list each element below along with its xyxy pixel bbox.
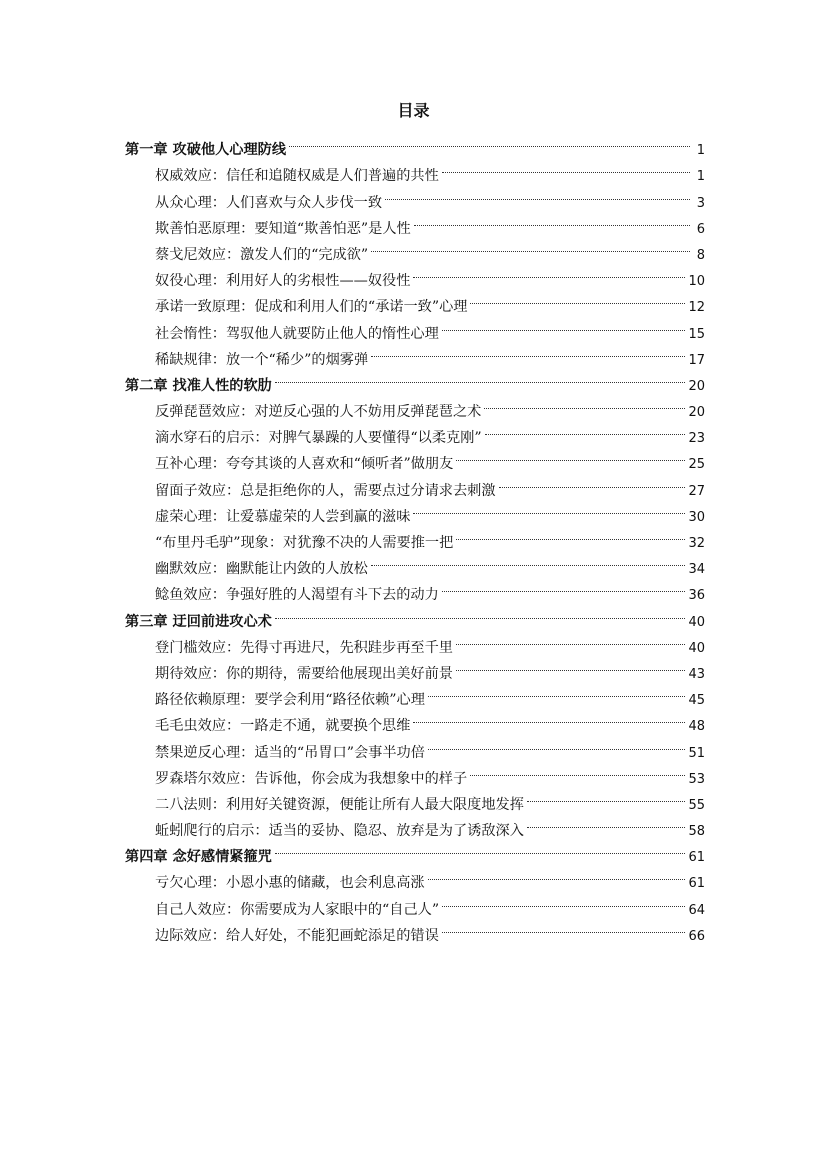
toc-entry-label: 蔡戈尼效应：激发人们的“完成欲” bbox=[155, 246, 369, 263]
dot-leader bbox=[527, 809, 686, 835]
dot-leader bbox=[275, 599, 686, 625]
toc-entry-label: 留面子效应：总是拒绝你的人，需要点过分请求去刺激 bbox=[155, 482, 496, 499]
dot-leader bbox=[456, 442, 685, 468]
toc-page-number: 8 bbox=[696, 247, 705, 263]
toc-entry-label: 承诺一致原理：促成和利用人们的“承诺一致”心理 bbox=[155, 299, 468, 316]
toc-page-number: 36 bbox=[688, 588, 705, 604]
toc-page-number: 25 bbox=[688, 457, 705, 473]
toc-entry-label: 滴水穿石的启示：对脾气暴躁的人要懂得“以柔克刚” bbox=[155, 430, 482, 447]
dot-leader bbox=[456, 521, 685, 547]
dot-leader bbox=[484, 390, 685, 416]
toc-entry-label: 幽默效应：幽默能让内敛的人放松 bbox=[155, 561, 368, 578]
toc-page-number: 58 bbox=[688, 824, 705, 840]
toc-page-number: 1 bbox=[696, 169, 705, 185]
toc-page-number: 12 bbox=[688, 300, 705, 316]
dot-leader bbox=[275, 835, 686, 861]
dot-leader bbox=[371, 233, 690, 259]
toc-entry-label: 蚯蚓爬行的启示：适当的妥协、隐忍、放弃是为了诱敌深入 bbox=[155, 823, 524, 840]
dot-leader bbox=[413, 259, 685, 285]
toc-page-number: 40 bbox=[688, 614, 705, 630]
toc-page-number: 43 bbox=[688, 666, 705, 682]
toc-page-number: 55 bbox=[688, 797, 705, 813]
toc-entry-label: 边际效应：给人好处，不能犯画蛇添足的错误 bbox=[155, 927, 439, 944]
toc-entry-label: 二八法则：利用好关键资源，便能让所有人最大限度地发挥 bbox=[155, 796, 524, 813]
toc-page-number: 27 bbox=[688, 483, 705, 499]
toc-page-number: 20 bbox=[688, 378, 705, 394]
dot-leader bbox=[414, 207, 690, 233]
toc-page-number: 17 bbox=[688, 352, 705, 368]
dot-leader bbox=[456, 626, 686, 652]
dot-leader bbox=[428, 730, 686, 756]
toc-entry-label: 稀缺规律：放一个“稀少”的烟雾弹 bbox=[155, 351, 369, 368]
toc-entry-label: 欺善怕恶原理：要知道“欺善怕恶”是人性 bbox=[155, 220, 411, 237]
dot-leader bbox=[371, 338, 685, 364]
toc-entry-label: 登门槛效应：先得寸再进尺，先积跬步再至千里 bbox=[155, 639, 453, 656]
toc-page-number: 45 bbox=[688, 693, 705, 709]
toc-entry-label: 期待效应：你的期待，需要给他展现出美好前景 bbox=[155, 665, 453, 682]
toc-page-number: 61 bbox=[688, 876, 705, 892]
toc-entry-label: 从众心理：人们喜欢与众人步伐一致 bbox=[155, 194, 383, 211]
toc-entry-label: 奴役心理：利用好人的劣根性——奴役性 bbox=[155, 273, 411, 290]
toc-page-number: 53 bbox=[688, 771, 705, 787]
dot-leader bbox=[428, 861, 686, 887]
toc-entry-label: 互补心理：夸夸其谈的人喜欢和“倾听者”做朋友 bbox=[155, 456, 454, 473]
dot-leader bbox=[275, 364, 686, 390]
toc-entry-label: 路径依赖原理：要学会利用“路径依赖”心理 bbox=[155, 692, 425, 709]
dot-leader bbox=[442, 311, 686, 337]
toc-page-number: 40 bbox=[688, 640, 705, 656]
dot-leader bbox=[289, 128, 690, 154]
dot-leader bbox=[485, 416, 686, 442]
table-of-contents bbox=[125, 128, 705, 944]
dot-leader bbox=[470, 757, 685, 783]
toc-page-number: 23 bbox=[688, 431, 705, 447]
toc-page-number: 20 bbox=[688, 405, 705, 421]
dot-leader bbox=[413, 704, 685, 730]
toc-entry-label: 第四章 念好感情紧箍咒 bbox=[125, 849, 272, 866]
dot-leader bbox=[499, 468, 686, 494]
toc-entry-label: “布里丹毛驴”现象：对犹豫不决的人需要推一把 bbox=[155, 535, 454, 551]
toc-page-number: 3 bbox=[696, 195, 705, 211]
dot-leader bbox=[442, 914, 686, 940]
toc-title: 目录 bbox=[397, 101, 430, 120]
toc-entry-label: 亏欠心理：小恩小惠的储藏，也会利息高涨 bbox=[155, 875, 425, 892]
toc-page-number: 30 bbox=[688, 509, 705, 525]
toc-page-number: 64 bbox=[688, 902, 705, 918]
dot-leader bbox=[385, 180, 690, 206]
toc-entry-label: 毛毛虫效应：一路走不通，就要换个思维 bbox=[155, 718, 411, 735]
toc-entry-label: 罗森塔尔效应：告诉他，你会成为我想象中的样子 bbox=[155, 770, 468, 787]
toc-page-number: 6 bbox=[696, 221, 705, 237]
toc-entry-label: 第一章 攻破他人心理防线 bbox=[125, 142, 287, 159]
toc-entry-label: 鲶鱼效应：争强好胜的人渴望有斗下去的动力 bbox=[155, 587, 439, 604]
toc-page-number: 61 bbox=[688, 850, 705, 866]
dot-leader bbox=[527, 783, 686, 809]
toc-entry-label: 权威效应：信任和追随权威是人们普遍的共性 bbox=[155, 168, 439, 185]
toc-page-number: 1 bbox=[696, 143, 705, 159]
dot-leader bbox=[442, 573, 686, 599]
dot-leader bbox=[442, 154, 690, 180]
toc-page-number: 66 bbox=[688, 928, 705, 944]
dot-leader bbox=[470, 285, 685, 311]
toc-entry-label: 虚荣心理：让爱慕虚荣的人尝到赢的滋味 bbox=[155, 508, 411, 525]
toc-entry-label: 社会惰性：驾驭他人就要防止他人的惰性心理 bbox=[155, 325, 439, 342]
toc-page-number: 48 bbox=[688, 719, 705, 735]
dot-leader bbox=[413, 495, 685, 521]
toc-entry-label: 第三章 迂回前进攻心术 bbox=[125, 613, 272, 630]
toc-entry-label: 禁果逆反心理：适当的“吊胃口”会事半功倍 bbox=[155, 744, 425, 761]
dot-leader bbox=[456, 652, 686, 678]
dot-leader bbox=[428, 678, 686, 704]
dot-leader bbox=[371, 547, 686, 573]
toc-page-number: 32 bbox=[688, 536, 705, 551]
toc-page-number: 15 bbox=[688, 326, 705, 342]
dot-leader bbox=[442, 887, 685, 913]
toc-entry-label: 反弹琵琶效应：对逆反心强的人不妨用反弹琵琶之术 bbox=[155, 404, 482, 421]
toc-chapter-entry[interactable] bbox=[125, 128, 705, 159]
toc-entry-label: 第二章 找准人性的软肋 bbox=[125, 377, 272, 394]
toc-page-number: 10 bbox=[688, 274, 705, 290]
toc-page-number: 51 bbox=[688, 745, 705, 761]
toc-entry-label: 自己人效应：你需要成为人家眼中的“自己人” bbox=[155, 901, 440, 918]
toc-page-number: 34 bbox=[688, 562, 705, 578]
